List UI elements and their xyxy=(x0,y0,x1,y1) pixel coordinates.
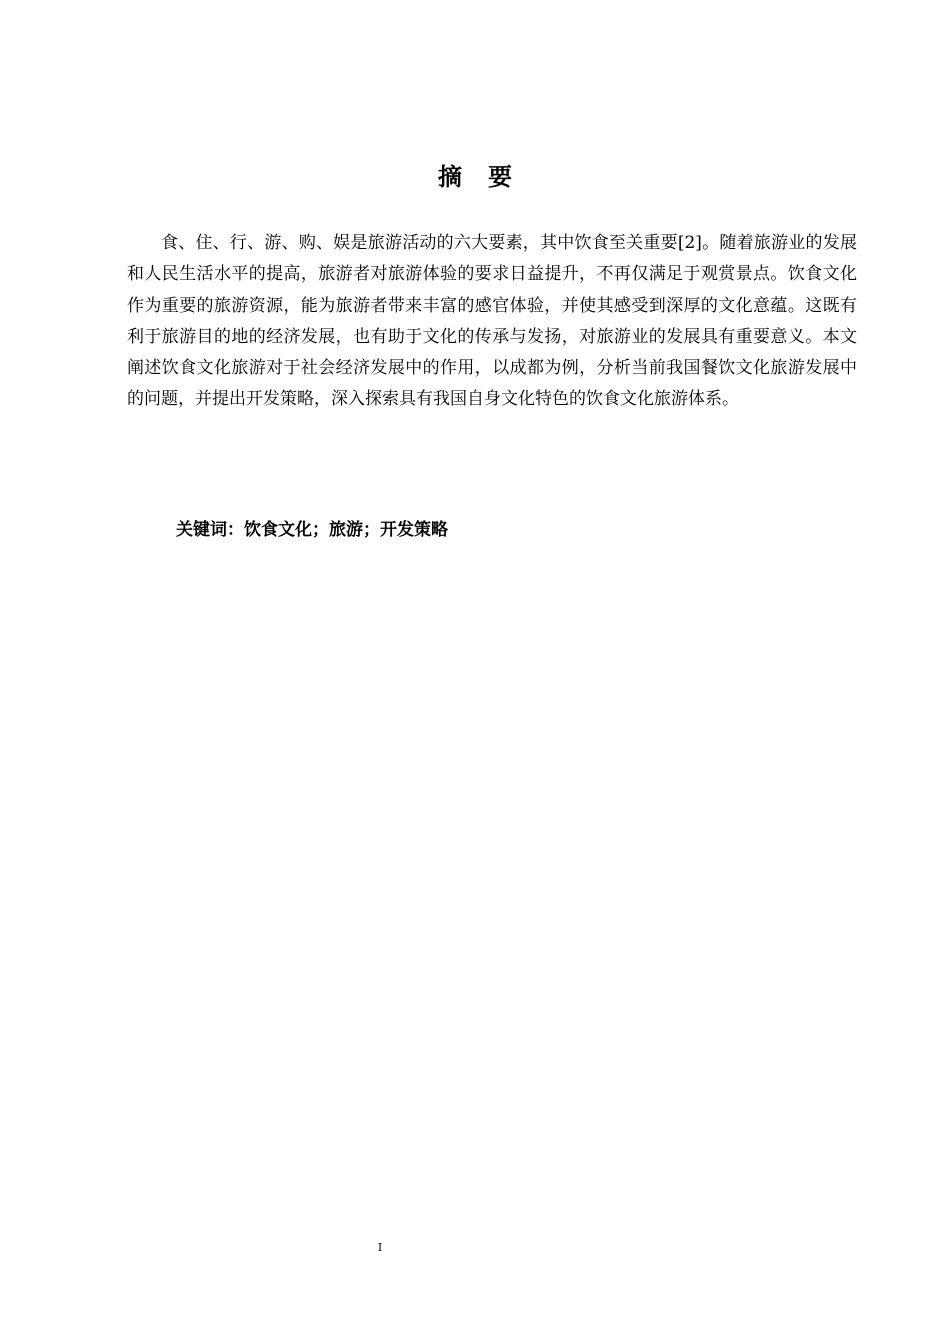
keywords-line xyxy=(176,515,856,545)
abstract-body: 食、住、行、游、购、娱是旅游活动的六大要素，其中饮食至关重要[2]。随着旅游业的发展和人民生活水平的提高，旅游者对旅游体验的要求日益提升，不再仅满足于观赏景点。饮食文化作为重要的旅游资源，能为旅游者带来丰富的感官体验，并使其感受到深厚的文化意蕴。这既有利于旅游目的地的经济发展，也有助于文化的传承与发扬，对旅游业的发展具有重要意义。本文阐述饮食文化旅游对于社会经济发展中的作用，以成都为例，分析当前我国餐饮文化旅游发展中的问题，并提出开发策略，深入探索具有我国自身文化特色的饮食文化旅游体系。 xyxy=(127,233,857,410)
keywords-label: 关键词： xyxy=(176,520,244,540)
abstract-title: 摘要 xyxy=(438,163,538,191)
page-number: I xyxy=(377,1241,383,1254)
keywords-text: 饮食文化；旅游；开发策略 xyxy=(244,520,448,540)
